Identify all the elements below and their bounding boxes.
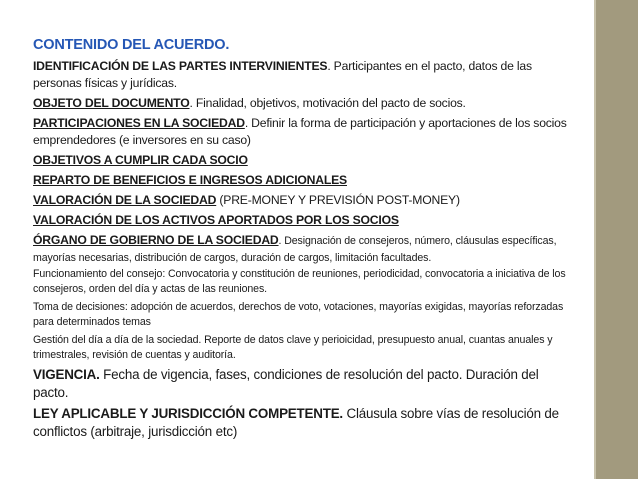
slide-content	[33, 37, 573, 444]
slide-title: CONTENIDO DEL ACUERDO.	[33, 37, 230, 53]
item-gestion-diaria: Gestión del día a día de la sociedad. Reporte de datos clave y perioicidad, presupuesto anual, cuantas anuales y trimestrales, revisión de cuentas y auditoría.	[33, 334, 553, 361]
item-body: (PRE-MONEY Y PREVISIÓN POST-MONEY)	[216, 193, 460, 207]
item-heading: IDENTIFICACIÓN DE LAS PARTES INTERVINIENTES	[33, 59, 328, 73]
item-body: . Participantes en el pacto, datos de las personas físicas y jurídicas.	[33, 59, 532, 90]
item-vigencia	[33, 366, 573, 402]
item-body: Cláusula sobre vías de resolución de conflictos (arbitraje, jurisdicción etc)	[33, 406, 559, 439]
item-heading: VIGENCIA.	[33, 367, 100, 382]
item-identificacion	[33, 58, 573, 92]
side-bar-stripe	[594, 0, 596, 479]
item-reparto	[33, 172, 573, 189]
item-valoracion-sociedad	[33, 192, 573, 209]
item-body: . Designación de consejeros, número, cláusulas específicas, mayorías necesarias, distribución de cargos, duración de cargos, limitación facultades.	[33, 235, 557, 264]
side-decoration-bar	[594, 0, 638, 479]
item-heading: REPARTO DE BENEFICIOS E INGRESOS ADICIONALES	[33, 173, 347, 187]
item-body: . Finalidad, objetivos, motivación del pacto de socios.	[189, 96, 466, 110]
item-body: . Definir la forma de participación y aportaciones de los socios emprendedores (e inversores en su caso)	[33, 116, 567, 147]
item-heading: OBJETO DEL DOCUMENTO	[33, 96, 190, 110]
item-body: Fecha de vigencia, fases, condiciones de resolución del pacto. Duración del pacto.	[33, 367, 539, 400]
item-heading: OBJETIVOS A CUMPLIR CADA SOCIO	[33, 153, 248, 167]
item-heading: ÓRGANO DE GOBIERNO DE LA SOCIEDAD	[33, 233, 279, 247]
item-toma-decisiones: Toma de decisiones: adopción de acuerdos, derechos de voto, votaciones, mayorías exigidas, mayorías reforzadas para determinados temas	[33, 301, 564, 328]
item-participaciones	[33, 115, 573, 149]
item-heading: VALORACIÓN DE LOS ACTIVOS APORTADOS POR LOS SOCIOS	[33, 213, 399, 227]
item-objetivos	[33, 152, 573, 169]
item-ley-aplicable	[33, 405, 573, 441]
item-heading: VALORACIÓN DE LA SOCIEDAD	[33, 193, 217, 207]
item-organo-gobierno	[33, 232, 573, 266]
item-valoracion-activos	[33, 212, 573, 229]
item-heading: LEY APLICABLE Y JURISDICCIÓN COMPETENTE.	[33, 406, 343, 421]
item-objeto	[33, 95, 573, 112]
item-heading: PARTICIPACIONES EN LA SOCIEDAD	[33, 116, 245, 130]
item-funcionamiento-consejo: Funcionamiento del consejo: Convocatoria y constitución de reuniones, periodicidad, convocatoria a iniciativa de los consejeros, orden del día y actas de las reuniones.	[33, 268, 566, 295]
